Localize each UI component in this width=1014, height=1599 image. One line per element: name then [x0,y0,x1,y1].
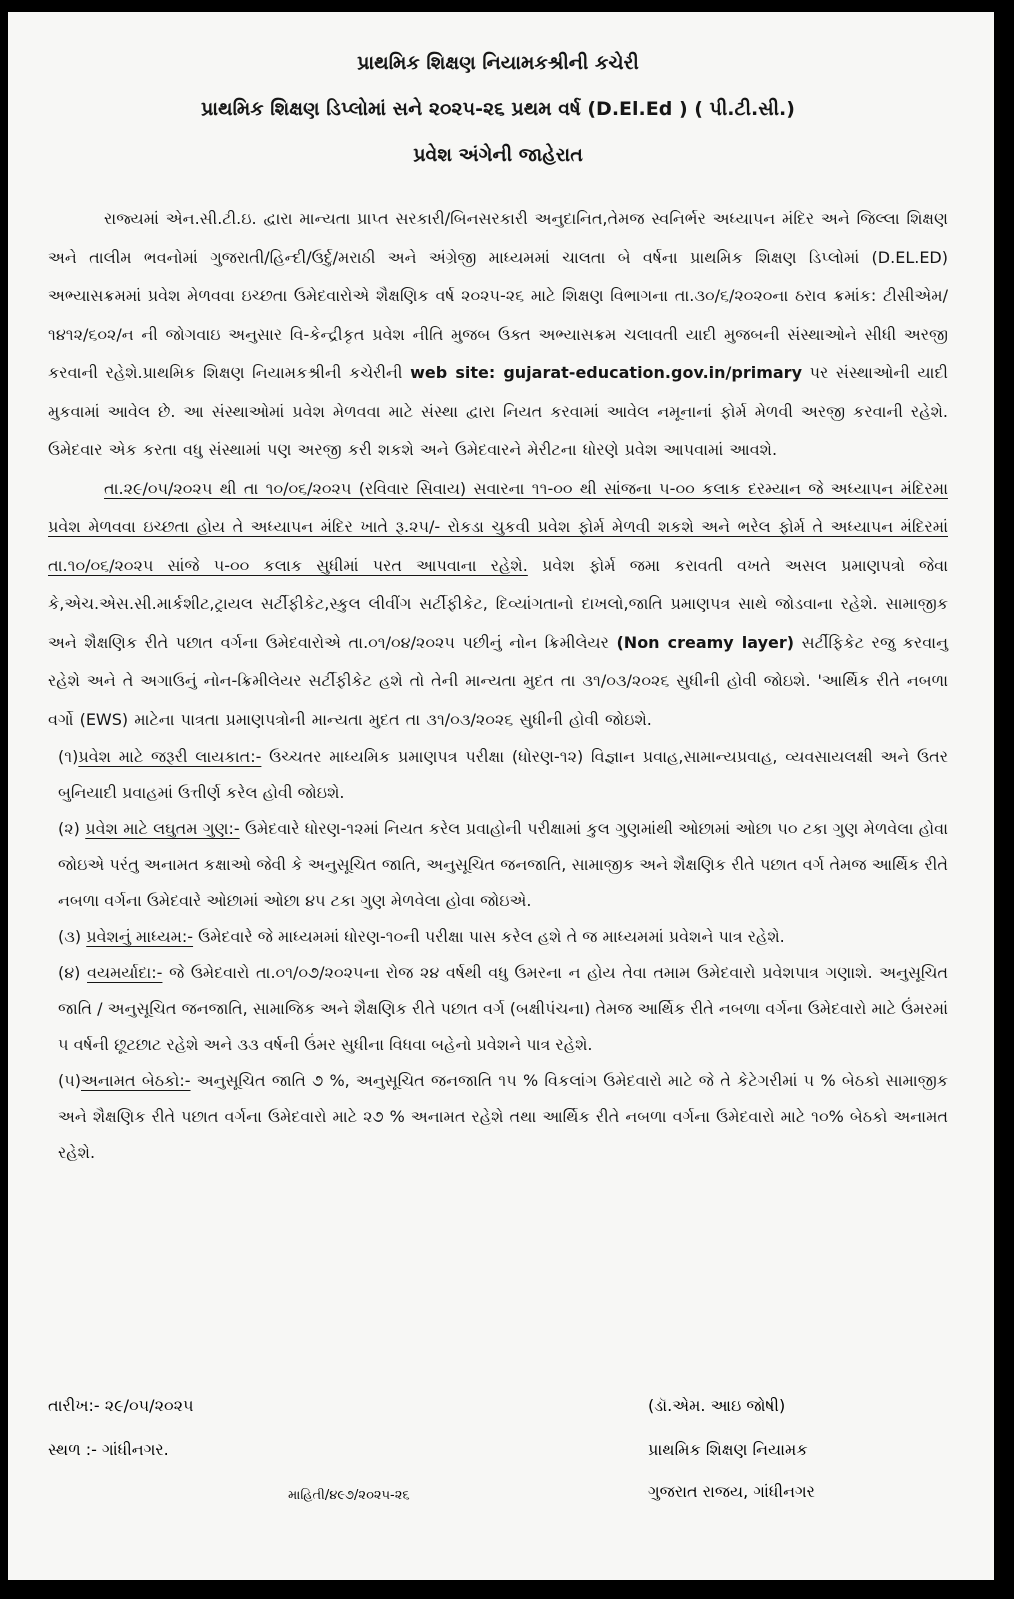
schedule-text: પ્રવેશ ફોર્મ જમા કરાવતી વખતે અસલ પ્રમાણપત્રો જેવા કે,એચ.એસ.સી.માર્કશીટ,ટ્રાયલ સર્ટીફીકેટ,સ્કુલ લીવીંગ સર્ટીફીકેટ, દિવ્યાંગતાનો દાખલો,જાતિ પ્રમાણપત્ર સાથે જોડવાના રહેશે. સામાજીક અને શૈક્ષણિક રીતે પછાત વર્ગના ઉમેદવારોએ તા.૦૧/૦૪/૨૦૨૫ પછીનું નોન ક્રિમીલેયર [48,555,948,652]
intro-text-after: પર સંસ્થાઓની યાદી મુકવામાં આવેલ છે. આ સંસ્થાઓમાં પ્રવેશ મેળવવા માટે સંસ્થા દ્વારા નિયત કરવામાં આવેલ નમૂનાનાં ફોર્મ મેળવી અરજી કરવાની રહેશે. ઉમેદવાર એક કરતા વધુ સંસ્થામાં પણ અરજી કરી શકશે અને ઉમેદવારને મેરીટના ધોરણે પ્રવેશ આપવામાં આવશે. [48,363,948,459]
office-title: પ્રાથમિક શિક્ષણ નિયામકશ્રીની કચેરી [357,52,639,74]
reference-number: માહિતી/૪૯૭/૨૦૨૫-૨૬ [288,1488,410,1503]
intro-paragraph [48,200,948,470]
signatory-office: ગુજરાત રાજય, ગાંધીનગર [648,1482,815,1501]
website-reference: web site: gujarat-education.gov.in/primary [410,363,802,382]
non-creamy-layer-label: (Non creamy layer) [616,632,795,652]
section-heading: વયમર્યાદા:- [87,963,163,982]
section-text: ઉમેદવારે ધોરણ-૧૨માં નિયત કરેલ પ્રવાહોની પરીક્ષામાં કુલ ગુણમાંથી ઓછામાં ઓછા ૫૦ ટકા ગુણ મેળવેલા હોવા જોઇએ પરંતુ અનામત કક્ષાઓ જેવી કે અનુસૂચિત જાતિ, અનુસૂચિત જનજાતિ, સામાજીક અને શૈક્ષણિક રીતે પછાત વર્ગ તેમજ આર્થિક રીતે નબળા વર્ગના ઉમેદવારે ઓછામાં ઓછા ૪૫ ટકા ગુણ મેળવેલા હોવા જોઇએ. [58,819,948,910]
section-heading: પ્રવેશનું માધ્યમ:- [86,927,194,946]
eligibility-sections [48,739,948,1171]
notice-place: સ્થળ :- ગાંધીનગર. [48,1440,169,1459]
signatory-designation: પ્રાથમિક શિક્ષણ નિયામક [648,1440,808,1459]
notice-header [48,40,948,178]
section-text: ઉચ્ચતર માધ્યમિક પ્રમાણપત્ર પરીક્ષા (ધોરણ-૧૨) વિજ્ઞાન પ્રવાહ,સામાન્યપ્રવાહ, વ્યવસાયલક્ષી અને ઉતર બુનિયાદી પ્રવાહમાં ઉત્તીર્ણ કરેલ હોવી જોઇશે. [58,747,948,802]
schedule-paragraph [48,470,948,740]
section-number: (૧) [58,747,79,766]
section-number: (૪) [58,963,81,982]
section-item [48,811,948,919]
schedule-underlined: તા.૨૯/૦૫/૨૦૨૫ થી તા ૧૦/૦૬/૨૦૨૫ (રવિવાર સિવાય) સવારના ૧૧-૦૦ થી સાંજના ૫-૦૦ કલાક દરમ્યાન જે અધ્યાપન મંદિરમા પ્રવેશ મેળવવા ઇચ્છતા હોય તે અધ્યાપન મંદિર ખાતે રૂ.૨૫/- રોકડા ચુકવી પ્રવેશ ફોર્મ મેળવી શકશે અને ભરેલ ફોર્મ તે અધ્યાપન મંદિરમાં તા.૧૦/૦૬/૨૦૨૫ સાંજે ૫-૦૦ કલાક સુધીમાં પરત આપવાના રહેશે. [48,478,948,575]
notice-page [8,12,994,1580]
section-text: જે ઉમેદવારો તા.૦૧/૦૭/૨૦૨૫ના રોજ ૨૪ વર્ષથી વધુ ઉમરના ન હોય તેવા તમામ ઉમેદવારો પ્રવેશપાત્ર ગણાશે. અનુસૂચિત જાતિ / અનુસૂચિત જનજાતિ, સામાજિક અને શૈક્ષણિક રીતે પછાત વર્ગ (બક્ષીપંચના) તેમજ આર્થિક રીતે નબળા વર્ગના ઉમેદવારો માટે ઉંમરમાં ૫ વર્ષની છૂટછાટ રહેશે અને ૩૩ વર્ષની ઉંમર સુધીના વિધવા બહેનો પ્રવેશને પાત્ર રહેશે. [58,963,948,1054]
section-heading: પ્રવેશ માટે જરૂરી લાયકાત:- [78,747,262,766]
bottom-frame-edge [0,1582,1014,1599]
section-heading: પ્રવેશ માટે લઘુતમ ગુણ:- [85,819,240,838]
section-item [48,1063,948,1171]
notice-subject: પ્રવેશ અંગેની જાહેરાત [413,144,583,166]
section-text: અનુસૂચિત જાતિ ૭ %, અનુસૂચિત જનજાતિ ૧૫ % વિકલાંગ ઉમેદવારો માટે જે તે કેટેગરીમાં ૫ % બેઠકો સામાજીક અને શૈક્ષણિક રીતે પછાત વર્ગના ઉમેદવારો માટે ૨૭ % અનામત રહેશે તથા આર્થિક રીતે નબળા વર્ગના ઉમેદવારો માટે ૧૦% બેઠકો અનામત રહેશે. [58,1071,948,1162]
section-number: (૫) [58,1071,81,1090]
notice-date: તારીખ:- ૨૯/૦૫/૨૦૨૫ [48,1396,194,1415]
section-item [48,919,948,955]
section-heading: અનામત બેઠકો:- [81,1071,191,1090]
section-item [48,955,948,1063]
section-item [48,739,948,811]
intro-text: રાજ્યમાં એન.સી.ટી.ઇ. દ્વારા માન્યતા પ્રાપ્ત સરકારી/બિનસરકારી અનુદાનિત,તેમજ સ્વનિર્ભર અધ્યાપન મંદિર અને જિલ્લા શિક્ષણ અને તાલીમ ભવનોમાં ગુજરાતી/હિન્દી/ઉર્દુ/મરાઠી અને અંગ્રેજી માધ્યમમાં ચાલતા બે વર્ષના પ્રાથમિક શિક્ષણ ડિપ્લોમાં (D.EL.ED) અભ્યાસક્રમમાં પ્રવેશ મેળવવા ઇચ્છતા ઉમેદવારોએ શૈક્ષણિક વર્ષ ૨૦૨૫-૨૬ માટે શિક્ષણ વિભાગના તા.૩૦/૬/૨૦૨૦ના ઠરાવ ક્રમાંક: ટીસીએમ/૧૪૧૨/૬૦૨/ન ની જોગવાઇ અનુસાર વિ-કેન્દ્રીકૃત પ્રવેશ નીતિ મુજબ ઉક્ત અભ્યાસક્રમ ચલાવતી યાદી મુજબની સંસ્થાઓને સીધી અરજી કરવાની રહેશે.પ્રાથમિક શિક્ષણ નિયામકશ્રીની કચેરીની [48,209,948,382]
signatory-name: (ડૉ.એમ. આઇ જોષી) [648,1396,786,1415]
course-title: પ્રાથમિક શિક્ષણ ડિપ્લોમાં સને ૨૦૨૫-૨૬ પ્રથમ વર્ષ (D.El.Ed ) ( પી.ટી.સી.) [201,98,795,120]
section-number: (૩) [58,927,82,946]
section-text: ઉમેદવારે જે માધ્યમમાં ધોરણ-૧૦ની પરીક્ષા પાસ કરેલ હશે તે જ માધ્યમમાં પ્રવેશને પાત્ર રહેશે. [198,927,785,946]
section-number: (૨) [58,819,80,838]
schedule-text-after: સર્ટીફિકેટ રજુ કરવાનુ રહેશે અને તે અગાઉનું નોન-ક્રિમીલેયર સર્ટીફીકેટ હશે તો તેની માન્યતા મુદત તા ૩૧/૦૩/૨૦૨૬ સુધીની હોવી જોઇશે. 'આર્થિક રીતે નબળા વર્ગો (EWS) માટેના પાત્રતા પ્રમાણપત્રોની માન્યતા મુદત તા ૩૧/૦૩/૨૦૨૬ સુધીની હોવી જોઇશે. [48,632,949,729]
